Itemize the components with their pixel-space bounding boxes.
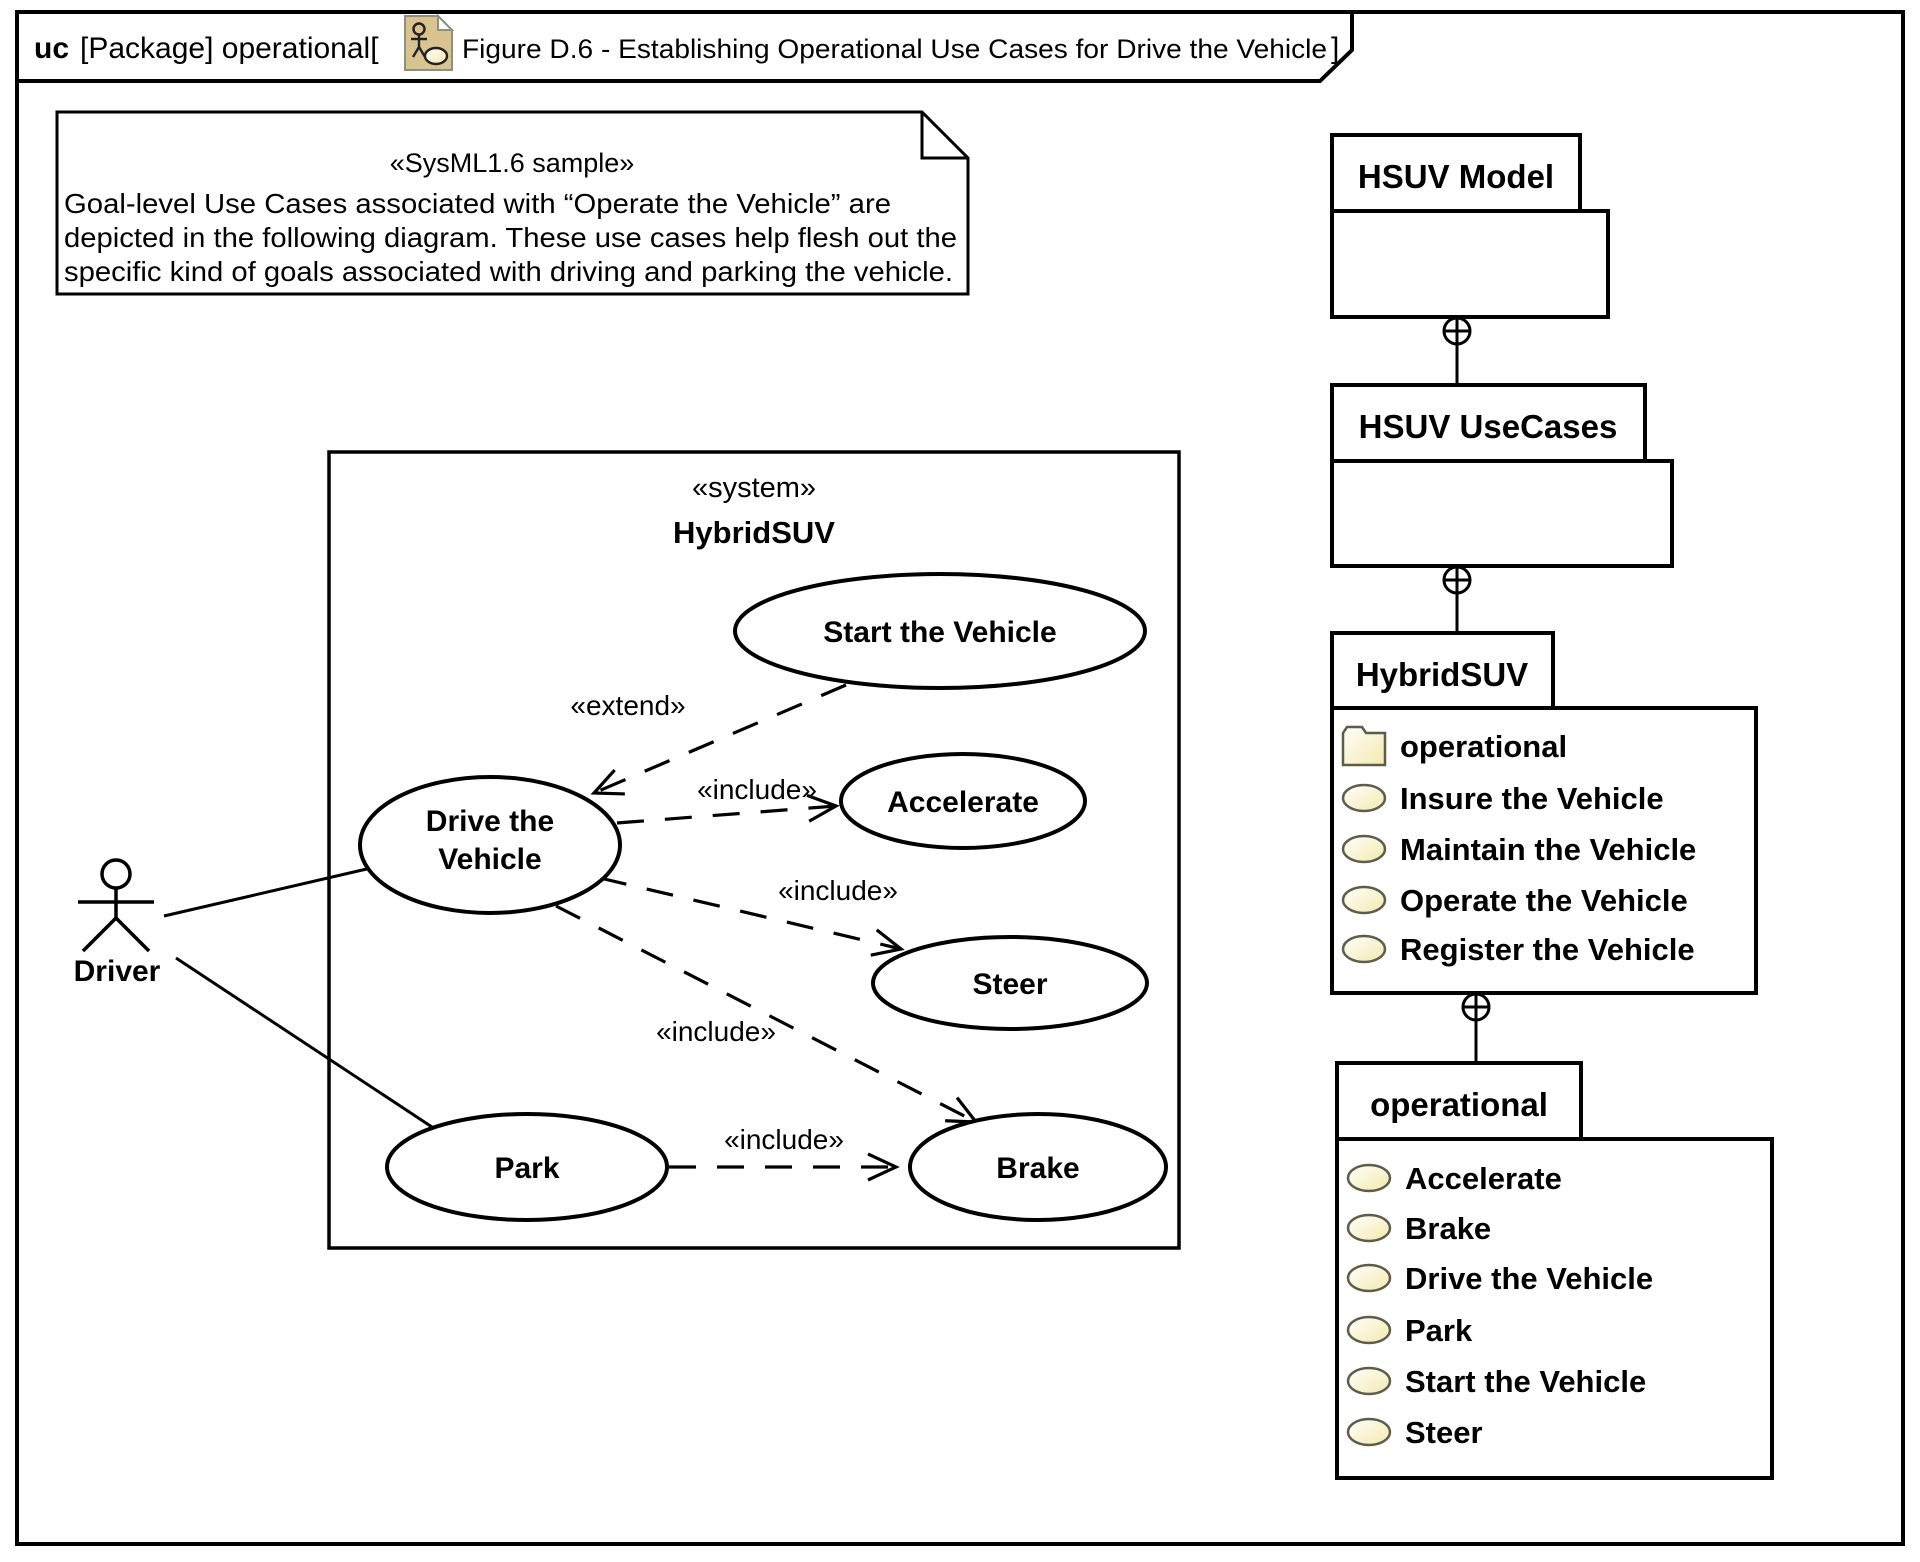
use-case-label: Park: [494, 1152, 560, 1185]
frame-header: [17, 12, 1352, 81]
note-text-line2: depicted in the following diagram. These use cases help flesh out the: [64, 222, 957, 253]
package-item-label: Accelerate: [1405, 1161, 1562, 1196]
package-item: [1343, 727, 1567, 765]
package-name: HybridSUV: [1355, 656, 1529, 693]
use-case-icon: [1348, 1317, 1390, 1343]
package-item: [1348, 1211, 1491, 1246]
system-name: HybridSUV: [673, 515, 835, 550]
package-item-label: operational: [1400, 729, 1568, 764]
package-item-label: Start the Vehicle: [1405, 1364, 1647, 1399]
package-item: [1348, 1415, 1483, 1450]
package-hsuv-model: [1332, 135, 1608, 317]
use-case-icon: [1343, 836, 1385, 862]
use-case-icon: [1348, 1165, 1390, 1191]
package-hsuv-usecases: [1332, 385, 1672, 566]
use-case-label: Steer: [972, 968, 1048, 1001]
use-case-diagram-icon: [405, 16, 452, 70]
package-item-label: Park: [1405, 1313, 1473, 1348]
package-item-label: Drive the Vehicle: [1405, 1261, 1654, 1296]
use-case-label: Brake: [996, 1152, 1080, 1185]
frame-title-bracket: ]: [1331, 32, 1340, 65]
use-case-brake: [910, 1114, 1166, 1220]
package-name: HSUV Model: [1357, 158, 1555, 195]
use-case-accelerate: [841, 754, 1085, 848]
use-case-icon: [1343, 785, 1385, 811]
include-label-park-brake: «include»: [724, 1124, 844, 1155]
frame-context-label: [Package] operational[: [80, 32, 379, 65]
use-case-icon: [1348, 1215, 1390, 1241]
actor-name: Driver: [73, 955, 161, 988]
package-item-label: Insure the Vehicle: [1400, 781, 1664, 816]
use-case-icon: [1348, 1265, 1390, 1291]
package-body: [1332, 461, 1672, 566]
diagram-icon-usecase-ellipse: [425, 48, 447, 64]
use-case-steer: [873, 937, 1147, 1029]
include-label-accelerate: «include»: [697, 774, 817, 805]
note-text-line1: Goal-level Use Cases associated with “Operate the Vehicle” are: [64, 188, 891, 219]
use-case-park: [387, 1114, 667, 1220]
use-case-label-line2: Vehicle: [438, 843, 542, 876]
use-case-drive-the-vehicle: [360, 777, 620, 913]
comment-note: [57, 112, 968, 294]
package-item-label: Brake: [1405, 1211, 1492, 1246]
package-item-label: Maintain the Vehicle: [1400, 832, 1697, 867]
use-case-icon: [1343, 936, 1385, 962]
note-text-line3: specific kind of goals associated with driving and parking the vehicle.: [64, 256, 954, 287]
note-stereotype: «SysML1.6 sample»: [389, 148, 635, 178]
system-stereotype: «system»: [691, 472, 817, 504]
use-case-label-line1: Drive the: [425, 805, 555, 838]
use-case-icon: [1343, 887, 1385, 913]
package-item-label: Register the Vehicle: [1400, 932, 1695, 967]
include-label-steer: «include»: [778, 875, 898, 906]
package-item: [1348, 1313, 1473, 1348]
use-case-label: Accelerate: [887, 786, 1039, 819]
package-folder-icon: [1343, 727, 1385, 765]
package-item-label: Steer: [1405, 1415, 1483, 1450]
use-case-icon: [1348, 1419, 1390, 1445]
use-case-icon: [1348, 1368, 1390, 1394]
package-name: HSUV UseCases: [1358, 408, 1618, 445]
include-label-brake: «include»: [656, 1016, 776, 1047]
use-case-start-the-vehicle: [735, 574, 1145, 688]
package-body: [1332, 211, 1608, 317]
frame-title: Figure D.6 - Establishing Operational Use Cases for Drive the Vehicle: [462, 34, 1327, 64]
extend-label: «extend»: [570, 690, 686, 721]
package-name: operational: [1370, 1086, 1548, 1123]
package-item-label: Operate the Vehicle: [1400, 883, 1688, 918]
frame-kind-label: uc: [34, 32, 70, 65]
use-case-label: Start the Vehicle: [823, 616, 1057, 649]
